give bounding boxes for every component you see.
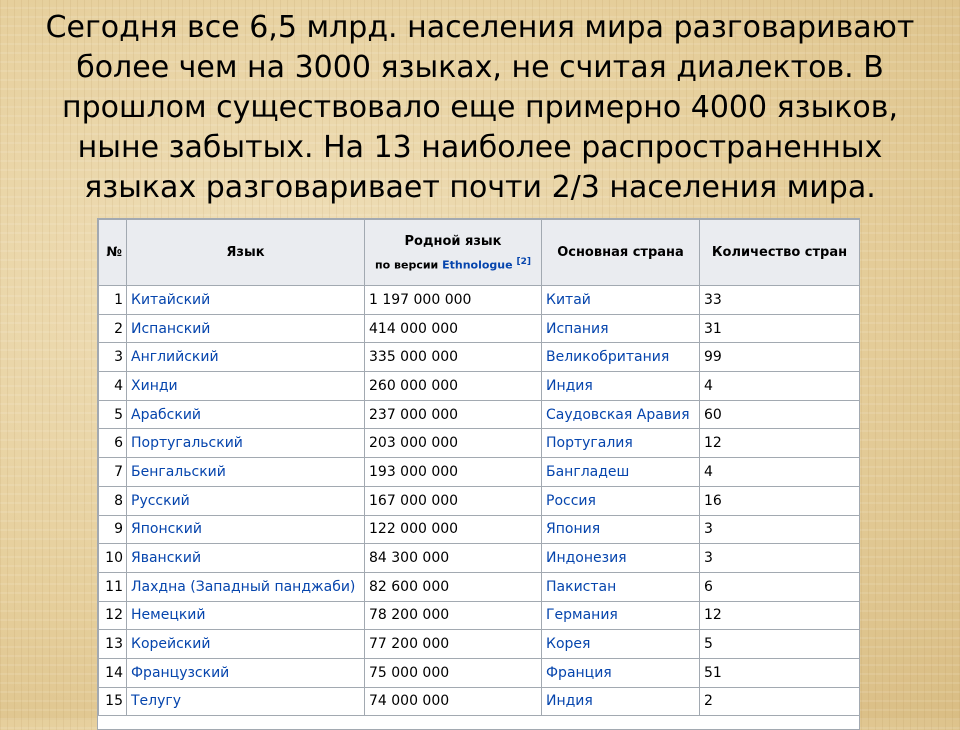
table-row <box>99 486 860 515</box>
language-link[interactable]: Яванский <box>127 544 365 573</box>
row-number: 13 <box>99 630 127 659</box>
table-row <box>99 515 860 544</box>
native-speakers: 78 200 000 <box>365 601 542 630</box>
row-number: 4 <box>99 372 127 401</box>
row-number: 6 <box>99 429 127 458</box>
country-count: 4 <box>700 372 860 401</box>
table-row <box>99 658 860 687</box>
table-row <box>99 544 860 573</box>
table-row <box>99 314 860 343</box>
table-row <box>99 400 860 429</box>
header-native-line1: Родной язык <box>404 233 502 249</box>
row-number: 10 <box>99 544 127 573</box>
table-row <box>99 286 860 315</box>
table-row <box>99 429 860 458</box>
table-row <box>99 572 860 601</box>
main-country-link[interactable]: Испания <box>542 314 700 343</box>
main-country-link[interactable]: Индонезия <box>542 544 700 573</box>
country-count: 3 <box>700 515 860 544</box>
languages-table <box>98 219 860 716</box>
intro-paragraph: Сегодня все 6,5 млрд. населения мира разговаривают более чем на 3000 языках, не считая диалектов. В прошлом существовало еще примерно 4000 языков, ныне забытых. На 13 наиболее распространенных языках разговаривает почти 2/3 населения мира. <box>45 10 915 205</box>
main-country-link[interactable]: Корея <box>542 630 700 659</box>
row-number: 2 <box>99 314 127 343</box>
native-speakers: 74 000 000 <box>365 687 542 716</box>
country-count: 4 <box>700 458 860 487</box>
header-native-speakers[interactable] <box>365 220 542 286</box>
header-native-line2 <box>369 257 537 272</box>
header-language[interactable]: Язык <box>127 220 365 286</box>
country-count: 31 <box>700 314 860 343</box>
native-speakers: 84 300 000 <box>365 544 542 573</box>
country-count: 2 <box>700 687 860 716</box>
language-link[interactable]: Русский <box>127 486 365 515</box>
native-speakers: 237 000 000 <box>365 400 542 429</box>
main-country-link[interactable]: Португалия <box>542 429 700 458</box>
country-count: 33 <box>700 286 860 315</box>
country-count: 99 <box>700 343 860 372</box>
main-country-link[interactable]: Китай <box>542 286 700 315</box>
language-link[interactable]: Лахдна (Западный панджаби) <box>127 572 365 601</box>
native-speakers: 75 000 000 <box>365 658 542 687</box>
languages-table-container <box>97 218 860 730</box>
country-count: 12 <box>700 601 860 630</box>
ethnologue-link[interactable]: Ethnologue <box>442 258 513 272</box>
main-country-link[interactable]: Германия <box>542 601 700 630</box>
language-link[interactable]: Хинди <box>127 372 365 401</box>
main-country-link[interactable]: Франция <box>542 658 700 687</box>
header-number[interactable]: № <box>99 220 127 286</box>
header-native-prefix: по версии <box>375 258 439 272</box>
country-count: 16 <box>700 486 860 515</box>
language-link[interactable]: Корейский <box>127 630 365 659</box>
native-speakers: 193 000 000 <box>365 458 542 487</box>
table-row <box>99 372 860 401</box>
row-number: 8 <box>99 486 127 515</box>
country-count: 6 <box>700 572 860 601</box>
native-speakers: 122 000 000 <box>365 515 542 544</box>
language-link[interactable]: Английский <box>127 343 365 372</box>
native-speakers: 167 000 000 <box>365 486 542 515</box>
language-link[interactable]: Телугу <box>127 687 365 716</box>
header-main-country[interactable]: Основная страна <box>542 220 700 286</box>
main-country-link[interactable]: Япония <box>542 515 700 544</box>
main-country-link[interactable]: Бангладеш <box>542 458 700 487</box>
native-speakers: 335 000 000 <box>365 343 542 372</box>
table-header-row <box>99 220 860 286</box>
row-number: 12 <box>99 601 127 630</box>
main-country-link[interactable]: Саудовская Аравия <box>542 400 700 429</box>
language-link[interactable]: Французский <box>127 658 365 687</box>
table-row <box>99 458 860 487</box>
language-link[interactable]: Арабский <box>127 400 365 429</box>
table-row <box>99 601 860 630</box>
row-number: 11 <box>99 572 127 601</box>
row-number: 14 <box>99 658 127 687</box>
country-count: 60 <box>700 400 860 429</box>
native-speakers: 82 600 000 <box>365 572 542 601</box>
native-speakers: 77 200 000 <box>365 630 542 659</box>
row-number: 7 <box>99 458 127 487</box>
country-count: 3 <box>700 544 860 573</box>
country-count: 12 <box>700 429 860 458</box>
language-link[interactable]: Бенгальский <box>127 458 365 487</box>
language-link[interactable]: Китайский <box>127 286 365 315</box>
native-speakers: 260 000 000 <box>365 372 542 401</box>
main-country-link[interactable]: Пакистан <box>542 572 700 601</box>
country-count: 5 <box>700 630 860 659</box>
country-count: 51 <box>700 658 860 687</box>
row-number: 5 <box>99 400 127 429</box>
row-number: 1 <box>99 286 127 315</box>
table-row <box>99 630 860 659</box>
native-speakers: 1 197 000 000 <box>365 286 542 315</box>
language-link[interactable]: Немецкий <box>127 601 365 630</box>
main-country-link[interactable]: Индия <box>542 372 700 401</box>
table-row <box>99 687 860 716</box>
main-country-link[interactable]: Индия <box>542 687 700 716</box>
row-number: 9 <box>99 515 127 544</box>
reference-link[interactable]: [2] <box>516 256 531 267</box>
row-number: 15 <box>99 687 127 716</box>
language-link[interactable]: Испанский <box>127 314 365 343</box>
table-row <box>99 343 860 372</box>
native-speakers: 203 000 000 <box>365 429 542 458</box>
header-country-count[interactable]: Количество стран <box>700 220 860 286</box>
native-speakers: 414 000 000 <box>365 314 542 343</box>
main-country-link[interactable]: Россия <box>542 486 700 515</box>
row-number: 3 <box>99 343 127 372</box>
main-country-link[interactable]: Великобритания <box>542 343 700 372</box>
language-link[interactable]: Португальский <box>127 429 365 458</box>
language-link[interactable]: Японский <box>127 515 365 544</box>
